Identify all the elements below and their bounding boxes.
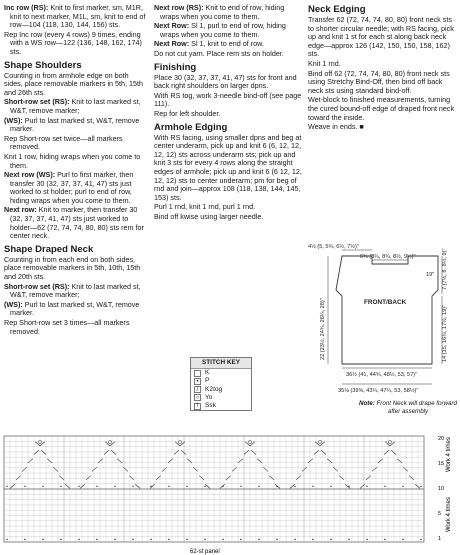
key-label-knit: K xyxy=(205,369,210,377)
key-row-yo xyxy=(191,394,251,402)
purl-mark xyxy=(384,486,385,487)
note-text: Front Neck will drape forward after assembly xyxy=(376,400,457,415)
knit-symbol xyxy=(194,370,201,377)
next-row-3-label: Next Row: xyxy=(154,39,190,49)
purl-mark xyxy=(24,539,25,540)
purl-mark xyxy=(258,539,259,540)
ws-label: (WS): xyxy=(4,115,23,125)
key-label-yo: Yo xyxy=(205,393,213,401)
purl-mark xyxy=(240,539,241,540)
purl-mark xyxy=(384,539,385,540)
purl-mark xyxy=(96,486,97,487)
purl-mark xyxy=(402,539,403,540)
purl-mark xyxy=(42,539,43,540)
finishing-3: Rep for left shoulder. xyxy=(154,108,221,118)
next-rs-text: Knit to marker, then transfer 30 (32, 37, 37, 41, 47) sts just worked to holder—62 (72, 74, 74, 80, 80) sts rem for center neck. xyxy=(10,205,144,241)
next-row-rs xyxy=(4,206,149,240)
finishing-1: Place 30 (32, 37, 37, 41, 47) sts for front and back right shoulders on larger dpns. xyxy=(154,72,297,91)
key-label-purl: P xyxy=(205,377,210,385)
purl-mark xyxy=(150,486,151,487)
armhole-3: Bind off kwise using larger needle. xyxy=(154,211,264,221)
rep-short-row: Rep Short-row set twice—all markers removed. xyxy=(4,133,123,152)
purl-mark xyxy=(420,539,421,540)
purl-mark xyxy=(60,486,61,487)
armhole-2: Purl 1 rnd, knit 1 rnd, purl 1 rnd. xyxy=(154,202,256,212)
purl-mark xyxy=(312,539,313,540)
purl-mark xyxy=(24,486,25,487)
short-row-2-label: Short-row set (RS): xyxy=(4,281,70,291)
row-num-10: 10 xyxy=(438,486,445,492)
armhole-measure: 7 (7½, 8, 8½, 9)" xyxy=(442,248,448,290)
purl-mark xyxy=(114,539,115,540)
row-num-1: 1 xyxy=(438,536,442,542)
top-measure: 4½ (5, 5¾, 6½, 7½)" xyxy=(308,244,359,250)
purl-mark xyxy=(132,539,133,540)
neck-edging-2: Knit 1 rnd. xyxy=(308,58,341,68)
purl-mark xyxy=(150,539,151,540)
hip-measure: 35⅛ (39⅝, 43¼, 47¼, 53, 58½)" xyxy=(338,388,419,394)
work-label-top: Work 4 times xyxy=(446,437,452,472)
rep-short-row-2: Rep Short-row set 3 times—all markers removed. xyxy=(4,318,130,336)
column-middle xyxy=(154,4,302,222)
purl-mark xyxy=(366,486,367,487)
purl-mark xyxy=(60,539,61,540)
inc-row-label: Inc row (RS): xyxy=(4,3,49,12)
purl-mark xyxy=(132,486,133,487)
work-label-bottom: Work 4 times xyxy=(446,497,452,532)
purl-mark xyxy=(366,539,367,540)
purl-mark xyxy=(114,486,115,487)
short-row-text: Knit to last marked st, W&T, remove marker; xyxy=(10,97,141,115)
short-row-2-text: Knit to last marked st, W&T, remove marker; xyxy=(10,281,141,300)
next-row-1-text: Knit to end of row, hiding wraps when you come to them. xyxy=(160,3,285,21)
next-row-1 xyxy=(154,4,302,21)
purl-mark xyxy=(78,486,79,487)
row-num-5: 5 xyxy=(438,511,442,517)
next-rs-label: Next row: xyxy=(4,205,37,215)
stitch-key-title: STITCH KEY xyxy=(191,358,251,369)
inc-row xyxy=(4,4,149,30)
heading-neck-edging: Neck Edging xyxy=(308,4,366,15)
neck-intro: Counting in from each end on both sides, place removable markers in 5th, 10th, 15th and 20th sts. xyxy=(4,254,141,282)
panel-label: 62-st panel xyxy=(190,549,220,555)
purl-mark xyxy=(168,539,169,540)
inc-row-text: Knit to first marker, sm, M1R, knit to next marker, M1L, sm, knit to end of row—104 (118, 130, 144, 156) sts. xyxy=(10,3,146,30)
stitch-chart xyxy=(0,432,460,555)
purl-mark xyxy=(78,539,79,540)
schematic-note xyxy=(358,400,458,415)
ws-row-2 xyxy=(4,301,149,318)
heading-finishing: Finishing xyxy=(154,61,197,73)
next-row-2-text: Sl 1, purl to end of row, hiding wraps when you come to them. xyxy=(160,21,286,39)
schematic-diagram xyxy=(306,244,460,394)
purl-mark xyxy=(42,486,43,487)
finishing-2: With RS tog, work 3-needle bind-off (see page 111). xyxy=(154,90,302,109)
row-num-20: 20 xyxy=(438,436,445,442)
do-not-cut: Do not cut yarn. Place rem sts on holder. xyxy=(154,48,284,58)
purl-mark xyxy=(330,539,331,540)
heading-shape-shoulders: Shape Shoulders xyxy=(4,59,82,71)
purl-mark xyxy=(186,486,187,487)
purl-mark xyxy=(294,539,295,540)
purl-mark xyxy=(186,539,187,540)
end-square-icon: ■ xyxy=(359,122,364,132)
purl-mark xyxy=(294,486,295,487)
next-row-ws xyxy=(4,171,149,205)
next-ws-text: Purl to first marker, then transfer 30 (32, 37, 37, 41, 47) sts just worked to st holder; purl to end of row, hiding wraps when you come to them. xyxy=(10,170,134,205)
next-row-3 xyxy=(154,40,302,49)
ssk-symbol: \ xyxy=(194,403,201,410)
length-measure: 22 (23½, 24¾, 26¼, 28)" xyxy=(320,298,326,360)
body-outline xyxy=(336,256,438,364)
key-label-ssk: Ssk xyxy=(205,402,216,410)
armhole-1: With RS facing, using smaller dpns and beg at center underarm, pick up and knit 6 (6, 12, 12, 12, 12) sts across underarm sts; pick up and knit 3 sts for every 4 rows along the straight edges of armhole; pick up and knit 6 (6 12, 12, 12, 12) sts to center underarm; pm for beg of rnd and join—approx 108 (118, 138, 144, 145, 153) sts. xyxy=(154,132,302,202)
short-row-set-2 xyxy=(4,283,149,300)
k2tog-symbol: / xyxy=(194,386,201,393)
purl-mark xyxy=(222,486,223,487)
purl-mark xyxy=(348,539,349,540)
ws-text: Purl to last marked st, W&T, remove marker. xyxy=(10,115,140,134)
purl-symbol: • xyxy=(194,378,201,385)
purl-mark xyxy=(6,486,7,487)
neck-edging-4: Wet-block to finished measurements, turning the cured bound-off edge of draped front neck toward the inside. xyxy=(308,95,455,122)
note-label: Note: xyxy=(358,400,375,407)
purl-mark xyxy=(330,486,331,487)
purl-mark xyxy=(258,486,259,487)
purl-mark xyxy=(204,539,205,540)
short-row-set xyxy=(4,98,149,115)
next-row-2-label: Next Row: xyxy=(154,21,190,31)
column-right xyxy=(308,4,458,133)
ws-row xyxy=(4,117,149,134)
column-left xyxy=(4,4,149,337)
ws-2-label: (WS): xyxy=(4,299,23,309)
key-row-knit xyxy=(191,369,251,377)
chest-measure: 36½ (41, 44¾, 48½, 53, 57)" xyxy=(346,372,418,378)
rep-inc: Rep Inc row (every 4 rows) 9 times, ending with a WS row—122 (136, 148, 162, 174) sts. xyxy=(4,29,142,56)
ws-2-text: Purl to last marked st, W&T, remove marker. xyxy=(10,299,140,318)
row-num-15: 15 xyxy=(438,461,445,467)
stitch-key xyxy=(190,357,252,411)
purl-mark xyxy=(276,539,277,540)
purl-mark xyxy=(312,486,313,487)
side-measure: 14 (15, 16¼, 17½, 19)" xyxy=(442,304,448,362)
key-row-ssk xyxy=(191,402,251,410)
purl-mark xyxy=(240,486,241,487)
neck-edging-5 xyxy=(308,123,458,132)
neck-edging-1: Transfer 62 (72, 74, 74, 80, 80) front neck sts to shorter circular needle; with RS facing, pick up and knit 1 st for each st along back neck edge—approx 126 (142, 150, 150, 158, 162) sts. xyxy=(308,15,454,59)
key-row-purl xyxy=(191,377,251,385)
yo-symbol: ○ xyxy=(195,394,200,401)
next-row-3-text: Sl 1, knit to end of row. xyxy=(191,39,264,49)
heading-armhole-edging: Armhole Edging xyxy=(154,121,228,133)
short-row-label: Short-row set (RS): xyxy=(4,97,70,107)
purl-mark xyxy=(276,486,277,487)
purl-mark xyxy=(402,486,403,487)
purl-mark xyxy=(348,486,349,487)
purl-mark xyxy=(204,486,205,487)
next-row-1-label: Next row (RS): xyxy=(154,3,204,12)
key-row-k2tog xyxy=(191,386,251,394)
purl-mark xyxy=(96,539,97,540)
next-row-2 xyxy=(154,22,302,39)
key-label-k2tog: K2tog xyxy=(205,385,223,393)
shoulders-intro: Counting in from armhole edge on both sides, place removable markers in 5th, 15th and 26th sts. xyxy=(4,70,144,97)
purl-mark xyxy=(168,486,169,487)
neck-measure: 6¾ (8¼, 8¼, 8½, 9½)" xyxy=(360,254,416,260)
knit-row: Knit 1 row, hiding wraps when you come to them. xyxy=(4,151,141,170)
neck-edging-3: Bind off 62 (72, 74, 74, 80, 80) front neck sts using Stretchy Bind-Off, then bind off back neck sts using standard bind-off. xyxy=(308,68,450,95)
next-ws-label: Next row (WS): xyxy=(4,170,56,180)
purl-mark xyxy=(420,486,421,487)
heading-shape-neck: Shape Draped Neck xyxy=(4,243,94,255)
weave-ends-text: Weave in ends. xyxy=(308,122,358,132)
chart-grid xyxy=(4,436,424,542)
purl-mark xyxy=(6,539,7,540)
front-back-label: FRONT/BACK xyxy=(364,299,407,306)
purl-mark xyxy=(222,539,223,540)
arm-depth-measure: 19" xyxy=(426,272,435,278)
